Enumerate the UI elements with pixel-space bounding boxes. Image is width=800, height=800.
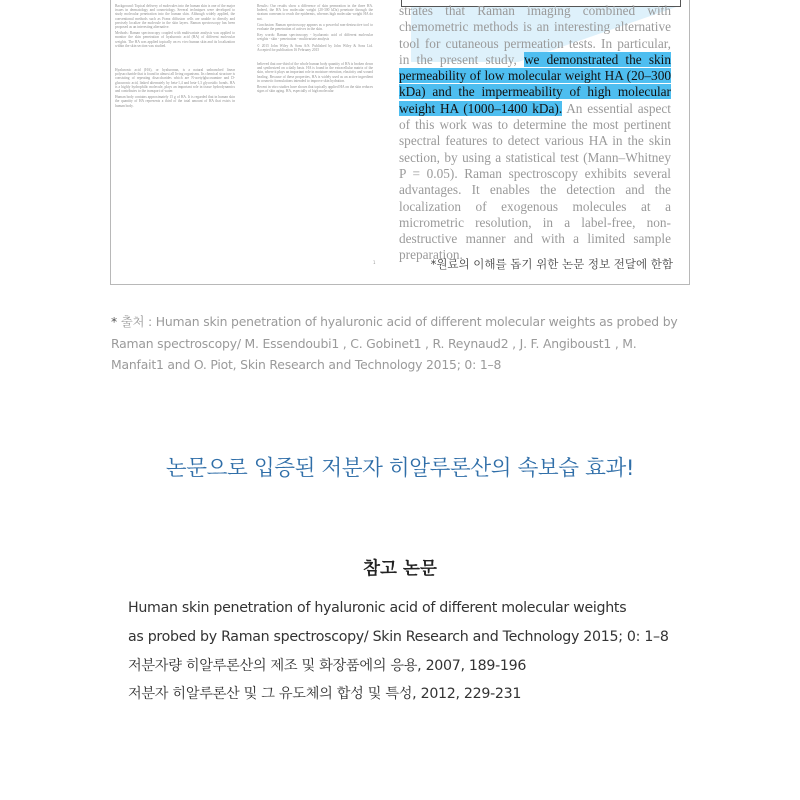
headline: 논문으로 입증된 저분자 히알루론산의 속보습 효과! <box>165 456 635 481</box>
paper-body-middle-2: Recent in vitro studies have shown that topically applied HA on the skin reduces signs of skin aging. HA, especially of high molecular <box>257 85 373 94</box>
references-title: 참고 논문 <box>363 559 437 579</box>
paper-left-column <box>115 4 235 110</box>
source-text: Human skin penetration of hyaluronic acid of different molecular weights as probed by Raman spectroscopy/ M. Essendoubi1 , C. Gobinet1 , R. Reynaud2 , J. F. Angiboust1 , M. Manfait1 and O. Piot, Skin Research and Technology 2015; 0: 1–8 <box>111 314 678 373</box>
reference-item: 저분자 히알루론산 및 그 유도체의 합성 및 특성, 2012, 229-231 <box>128 686 522 703</box>
source-label: 출처 : <box>120 314 153 329</box>
paper-excerpt-image <box>110 0 690 285</box>
paper-results: Results: Our results show a difference of skin permeation in the three HA. Indeed, the HA low molecular weight (20-300 kDa) penetrate through the stratum corneum to reach the epidermis, whereas high molecular weight HA do not. <box>257 4 373 21</box>
reference-item: as probed by Raman spectroscopy/ Skin Research and Technology 2015; 0: 1–8 <box>128 628 669 645</box>
paper-page-number: 1 <box>373 260 376 265</box>
references-list <box>128 594 728 709</box>
source-star: * <box>111 314 117 329</box>
paper-body-middle-1: believed that one-third of the whole human body quantity of HA is broken down and synthesized on a daily basis. HA is found in the extracellular matrix of the skin, where it plays an important role in moisture retention, elasticity and wound healing. Because of these properties, HA is widely used as an active ingredient in cosmetic formulations intended to improve skin hydration. <box>257 62 373 83</box>
source-citation <box>111 311 691 376</box>
zoom-text-highlight: we demonstrated the skin permeability of low molecular weight HA (20–300 kDa) and the impermeability of high molecular weight HA (1000–1400 kDa). <box>399 51 671 116</box>
reference-item: Human skin penetration of hyaluronic acid of different molecular weights <box>128 600 627 616</box>
paper-body-left-2: Human body contains approximately 15 g of HA. It is regarded that in human skin the quantity of HA represents a third of the total amount of HA that exists in human body. <box>115 95 235 108</box>
paper-keywords: Key words: Raman spectroscopy - hyaluronic acid of different molecular weights - skin - penetration - multivariate analysis <box>257 33 373 42</box>
paper-body-left-1: Hyaluronic acid (HA), or hyaluronan, is a natural unbranched linear polysaccharide that is found in almost all living organisms. Its chemical structure is consisting of repeating disaccharides which are N-acetylglucosamine and D-glucuronic acid, linked alternately by beta-1,4 and beta-1,3 glycosidic bonds. HA is a highly hydrophilic molecule, plays an important role in tissue hydrodynamics and contributes to the transport of water. <box>115 68 235 94</box>
paper-copyright: © 2015 John Wiley & Sons A/S. Published by John Wiley & Sons Ltd. Accepted for publication 16 February 2015 <box>257 43 373 52</box>
paper-background: Background: Topical delivery of molecules into the human skin is one of the major issues in dermatology and cosmetology. Several techniques were developed to study molecular penetration into the human skin. Although widely applied, the conventional methods such as Franz diffusion cells are unable to directly and precisely localize the molecule in the skin layers. Raman spectroscopy has been proposed as an interesting alternative. <box>115 4 235 30</box>
paper-methods: Methods: Raman spectroscopy coupled with multivariate analysis was applied to monitor the skin penetration of hyaluronic acid (HA) of different molecular weights. The HA was applied topically on ex vivo human skin and its localization within the skin section was studied. <box>115 31 235 48</box>
paper-disclaimer-note: *원료의 이해를 돕기 위한 논문 정보 전달에 한함 <box>430 257 673 271</box>
zoom-text-after: An essential aspect of this work was to determine the most pertinent spectral features to detect various HA in the skin section, by using a statistical test (Mann–Whitney P = 0.05). Raman spectroscopy exhibits several advantages. It enables the detection and the localization of exogenous molecules at a micrometric resolution, in a label-free, non-destructive manner and with a limited sample preparation. <box>399 100 671 263</box>
paper-zoomed-text <box>399 3 671 264</box>
zoom-text-before: strates that Raman imaging combined with chemometric methods is an interesting alternative tool for cutaneous permeation tests. In particular, in the present study, <box>399 3 671 67</box>
paper-conclusion: Conclusion: Raman spectroscopy appears as a powerful non-destructive tool to evaluate the penetration of actives in the skin. <box>257 22 373 32</box>
paper-middle-column <box>257 4 373 95</box>
reference-item: 저분자량 히알루론산의 제조 및 화장품에의 응용, 2007, 189-196 <box>128 657 527 674</box>
